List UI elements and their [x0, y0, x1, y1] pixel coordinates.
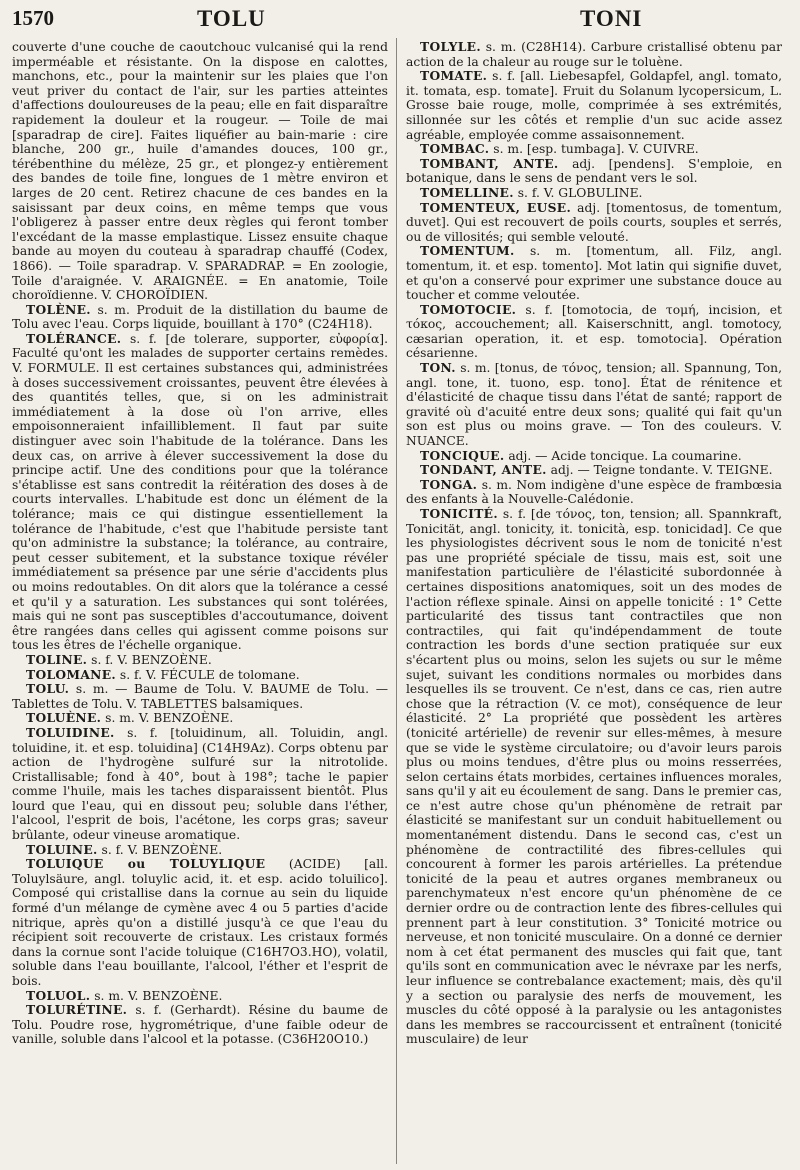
entry-text: s. f. [tomotocia, de τομή, incision, et τόκος, accouchement; all. Kaiserschnitt, angl. tomotocy, cæsarian operation, it. et esp. tomotocia]. Opération césarienne. [406, 302, 782, 361]
entry-headword: TOLUIQUE ou TOLUYLIQUE [26, 856, 266, 872]
dictionary-entry [406, 478, 782, 507]
dictionary-entry [12, 857, 388, 988]
entry-text: adj. [pendens]. S'emploie, en botanique, dans le sens de pendant vers le sol. [406, 156, 782, 186]
entry-text: couverte d'une couche de caoutchouc vulcanisé qui la rend imperméable et résistante. On la dispose en calottes, manchons, etc., pour la maintenir sur les plaies que l'on veut priver du contact de l'air, sur les parties atteintes d'affections douloureuses de la peau; elle en fait disparaître rapidement la douleur et la rougeur. — Toile de mai [sparadrap de cire]. Faites liquéfier au bain-marie : cire blanche, 200 gr., huile d'amandes douces, 100 gr., térébenthine du mélèze, 25 gr., et plongez-y entièrement des bandes de toile fine, longues de 1 mètre environ et larges de 20 cent. Retirez chacune de ces bandes en la saisissant par deux coins, en même temps que vous l'obligerez à passer entre deux règles qui feront tomber l'excédant de la masse emplastique. Lissez ensuite chaque bande au moyen du couteau à sparadrap chauffé (Codex, 1866). — Toile sparadrap. V. SPARADRAP. = En zoologie, Toile d'araignée. V. ARAIGNÉE. = En anatomie, Toile choroïdienne. V. CHOROÏDIEN. [12, 40, 388, 303]
entry-headword: TOMOTOCIE. [420, 301, 517, 317]
entry-text: s. m. Produit de la distillation du baume de Tolu avec l'eau. Corps liquide, bouillant à 170° (C24H18). [12, 302, 388, 332]
dictionary-entry [12, 668, 388, 683]
entry-text: s. f. (Gerhardt). Résine du baume de Tolu. Poudre rose, hygrométrique, d'une faible odeur de vanille, soluble dans l'alcool et la potasse. (C36H20O10.) [12, 1003, 388, 1047]
entry-headword: TOMENTUM. [420, 243, 515, 259]
dictionary-entry [12, 1003, 388, 1047]
entry-headword: TOLUINE. [26, 841, 98, 857]
dictionary-entry [406, 69, 782, 142]
entry-text: s. f. [toluidinum, all. Toluidin, angl. toluidine, it. et esp. toluidina] (C14H9Az). Corps obtenu par action de l'hydrogène sulfuré sur la nitrotolide. Cristallisable; fond à 40°, bout à 198°; tache le papier comme l'huile, mais les taches disparaissent bientôt. Plus lourd que l'eau, qui en dissout peu; soluble dans l'éther, l'alcool, l'esprit de bois, l'acétone, les corps gras; saveur brûlante, odeur vineuse aromatique. [12, 725, 388, 843]
dictionary-entry [12, 711, 388, 726]
dictionary-entry [12, 682, 388, 711]
entry-headword: TOLOMANE. [26, 666, 116, 682]
left-guideword: TOLU [197, 6, 266, 31]
entry-text: s. m. [esp. tumbaga]. V. CUIVRE. [489, 142, 699, 157]
entry-text: s. m. — Baume de Tolu. V. BAUME de Tolu. — Tablettes de Tolu. V. TABLETTES balsamiques. [12, 682, 388, 711]
entry-headword: TOLYLE. [420, 40, 481, 54]
entry-headword: TOLINE. [26, 651, 88, 667]
entry-headword: TOLÉRANCE. [26, 330, 122, 346]
entry-headword: TON. [420, 360, 456, 376]
dictionary-entry [406, 157, 782, 186]
dictionary-entry [12, 653, 388, 668]
entry-text: s. f. [all. Liebesapfel, Goldapfel, angl. tomato, it. tomata, esp. tomate]. Fruit du Solanum lycopersicum, L. Grosse baie rouge, molle, comprimée à ses extrémités, sillonnée sur les côtés et remplie d'un suc acide assez agréable, employée comme assaisonnement. [406, 69, 782, 142]
page-number: 1570 [12, 6, 54, 30]
dictionary-entry [406, 142, 782, 157]
dictionary-entry [406, 244, 782, 302]
dictionary-entry [406, 186, 782, 201]
entry-text: s. f. V. BENZOÈNE. [87, 652, 212, 667]
entry-text: s. f. V. BENZOÈNE. [97, 842, 223, 857]
dictionary-entry [406, 463, 782, 478]
entry-headword: TOLU. [26, 681, 70, 697]
dictionary-entry [406, 449, 782, 464]
entry-text: s. m. V. BENZOÈNE. [90, 988, 223, 1003]
entry-text: s. m. Nom indigène d'une espèce de frambœsia des enfants à la Nouvelle-Calédonie. [406, 477, 782, 507]
entry-headword: TONICITÉ. [420, 506, 498, 521]
entry-text: s. m. V. BENZOÈNE. [101, 711, 234, 726]
entry-headword: TOLÈNE. [26, 301, 91, 317]
entry-headword: TONCIQUE. [420, 447, 505, 463]
left-column [12, 40, 388, 1164]
dictionary-entry [406, 201, 782, 245]
dictionary-entry [12, 843, 388, 858]
entry-text: s. f. V. FÉCULE de tolomane. [115, 667, 300, 682]
entry-headword: TOLUIDINE. [26, 724, 115, 740]
entry-text: s. f. [de tolerare, supporter, εὐφορία]. Faculté qu'ont les malades de supporter certains remèdes. V. FORMULE. Il est certaines substances qui, administrées à doses successivement croissantes, peuvent être élevées à des quantités telles, que, si on les administrait immédiatement à la dose où l'on arrive, elles empoisonneraient infailliblement. Il faut par suite distinguer avec soin l'habitude de la tolérance. Dans les deux cas, on arrive à élever successivement la dose du principe actif. Une des conditions pour que la tolérance s'établisse est sans contredit la réitération des doses à de courts intervalles. L'habitude est donc un élément de la tolérance; mais ce qui distingue essentiellement la tolérance de l'habitude, c'est que l'habitude persiste tant qu'on administre la substance; la tolérance, au contraire, peut cesser subitement, et la substance toxique révéler immédiatement sa présence par une série d'accidents plus ou moins redoutables. On dit alors que la tolérance a cessé et qu'il y a saturation. Les substances qui sont tolérées, mais qui ne sont pas susceptibles d'accoutumance, doivent être rangées dans celles qui agissent comme poisons sur tous les êtres de l'échelle organique. [12, 331, 388, 653]
entry-text: adj. [tomentosus, de tomentum, duvet]. Qui est recouvert de poils courts, souples et serrés, ou de villosités; qui semble velouté. [406, 200, 782, 244]
entry-headword: TOLUÈNE. [26, 710, 102, 726]
dictionary-entry [12, 726, 388, 843]
entry-text: s. m. [tomentum, all. Filz, angl. tomentum, it. et esp. tomento]. Mot latin qui signifie duvet, et qu'on a conservé pour exprimer une substance douce au toucher et comme veloutée. [406, 244, 782, 303]
entry-text: s. f. [de τόνος, ton, tension; all. Spannkraft, Tonicität, angl. tonicity, it. tonicità, esp. tonicidad]. Ce que les physiologistes décrivent sous le nom de tonicité n'est pas une propriété spéciale de tissu, mais est, soit une manifestation particulière de l'élasticité subordonnée à certaines dispositions anatomiques, soit un des modes de l'action réflexe spinale. Ainsi on appelle tonicité : 1° Cette particularité des tissus tant contractiles que non contractiles, qui fait qu'indépendamment de toute contraction les bords d'une section pratiquée sur eux s'écartent plus ou moins, selon les sujets ou sur le même sujet, suivant les conditions normales ou morbides dans lesquelles ils se trouvent. Ce n'est, dans ce cas, rien autre chose que la rétraction (V. ce mot), conséquence de leur élasticité. 2° La propriété que possèdent les artères (tonicité artérielle) de revenir sur elles-mêmes, à mesure que se vide le système circulatoire; ou d'avoir leurs parois plus ou moins tendues, d'être plus ou moins resserrées, selon certains états morbides, certaines influences morales, sans qu'il y ait eu écoulement de sang. Dans le premier cas, ce n'est autre chose qu'un phénomène de retrait par élasticité se manifestant sur un conduit habituellement ou momentanément distendu. Dans le second cas, c'est un phénomène de contractilité des fibres-cellules qui concourent à former les parois artérielles. La prétendue tonicité de la peau et autres organes membraneux ou parenchymateux n'est encore qu'un phénomène de ce dernier ordre ou de contraction lente des fibres-cellules qui prennent part à leur constitution. 3° Tonicité motrice ou nerveuse, et non tonicité musculaire. On a donné ce dernier nom à cet état permanent des muscles qui fait que, tant qu'ils sont en communication avec le névraxe par les nerfs, leur influence se contrebalance exactement; mais, dès qu'il y a section ou paralysie des nerfs de mouvement, les muscles du côté opposé à la paralysie ou les antagonistes dans les membres se raccourcissent et entraînent (tonicité musculaire) de leur [406, 507, 782, 1047]
entry-headword: TOMELLINE. [420, 184, 514, 200]
entry-text: s. f. V. GLOBULINE. [513, 185, 643, 200]
entry-headword: TOMBANT, ANTE. [420, 155, 559, 171]
entry-text: (ACIDE) [all. Toluylsäure, angl. toluylic acid, it. et esp. acido toluilico]. Composé qui cristallise dans la cornue au sein du liquide formé d'un mélange de cymène avec 4 ou 5 parties d'acide nitrique, après qu'on a distillé jusqu'à ce que l'eau du récipient soit recouverte de cristaux. Les cristaux formés dans la cornue sont l'acide toluique (C16H7O3.HO), volatil, soluble dans l'eau bouillante, l'alcool, l'éther et l'esprit de bois. [12, 857, 388, 988]
entry-text: adj. — Acide toncique. La coumarine. [504, 448, 742, 463]
entry-text: adj. — Teigne tondante. V. TEIGNE. [546, 463, 773, 478]
entry-headword: TOMENTEUX, EUSE. [420, 199, 572, 215]
right-guideword: TONI [580, 6, 643, 31]
dictionary-entry [406, 507, 782, 1047]
dictionary-entry [12, 989, 388, 1004]
entry-headword: TOMATE. [420, 68, 488, 84]
dictionary-entry [12, 332, 388, 653]
entry-text: s. m. [tonus, de τόνος, tension; all. Spannung, Ton, angl. tone, it. tuono, esp. tono]. État de rénitence et d'élasticité de chaque tissu dans l'état de santé; rapport de gravité où d'acuité entre deux sons; qualité qui fait qu'un son est plus ou moins grave. — Ton des couleurs. V. NUANCE. [406, 361, 782, 449]
column-divider [396, 38, 397, 1164]
page-header [12, 2, 790, 34]
dictionary-entry [406, 303, 782, 361]
entry-headword: TOLUOL. [26, 987, 91, 1003]
dictionary-entry [406, 361, 782, 449]
dictionary-entry [12, 40, 388, 303]
right-column [406, 40, 782, 1164]
dictionary-entry [12, 303, 388, 332]
entry-headword: TOLURÉTINE. [26, 1002, 128, 1018]
dictionary-entry [406, 40, 782, 69]
entry-headword: TONGA. [420, 476, 478, 492]
entry-headword: TONDANT, ANTE. [420, 462, 547, 478]
entry-headword: TOMBAC. [420, 141, 490, 157]
entry-text: s. m. (C28H14). Carbure cristallisé obtenu par action de la chaleur au rouge sur le toluène. [406, 40, 782, 69]
